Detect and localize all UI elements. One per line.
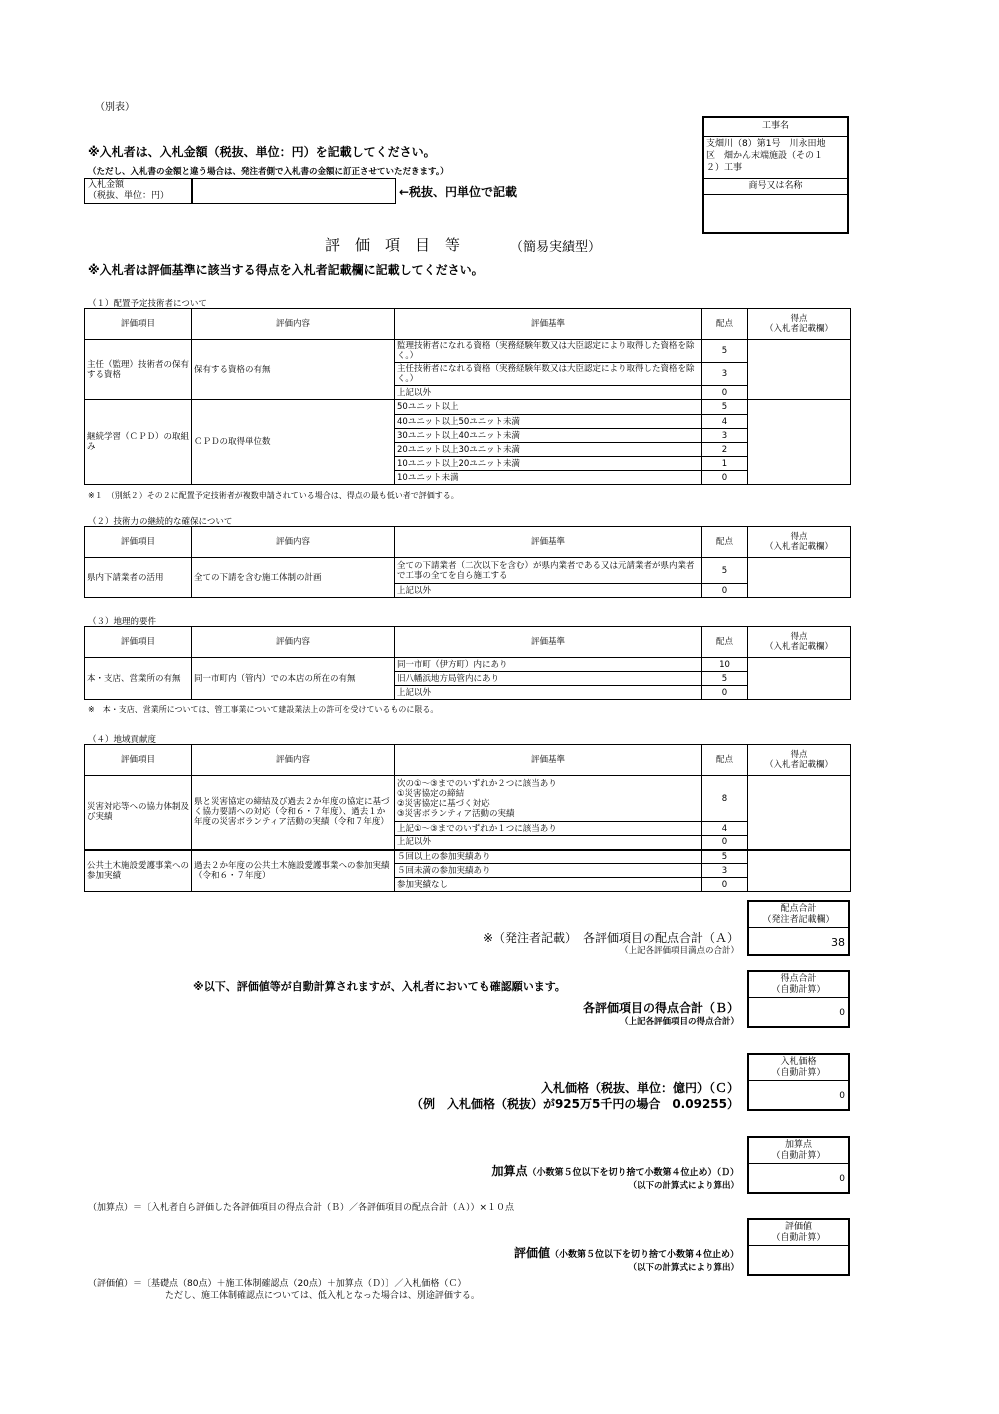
auto-calc-notice: ※以下、評価値等が自動計算されますが、入札者においても確認願います。 bbox=[193, 980, 566, 993]
s2-score-input[interactable] bbox=[748, 558, 851, 598]
bid-amount-box bbox=[84, 178, 396, 204]
section4-table bbox=[84, 744, 851, 892]
s1-criteria-row: 10ユニット未満 bbox=[395, 471, 702, 485]
s1-points: 0 bbox=[702, 386, 748, 400]
s1-criteria-row: 主任技術者になれる資格（実務経験年数又は大臣認定により取得した資格を除く。） bbox=[395, 363, 702, 386]
project-name-line1: 支畑川（8）第1号 川永田地 bbox=[706, 139, 826, 149]
s1-points: 5 bbox=[702, 340, 748, 363]
s1-content1: 保有する資格の有無 bbox=[192, 340, 395, 400]
col-points: 配点 bbox=[702, 527, 748, 558]
project-name-line3: ２）工事 bbox=[706, 163, 743, 173]
bid-price-value: 0 bbox=[839, 1091, 845, 1101]
s4-criteria-row: 上記以外 bbox=[395, 836, 702, 850]
s4-criteria-row: ５回未満の参加実績あり bbox=[395, 864, 702, 878]
project-name-line2: 区 畑かん末端施設（その１ bbox=[706, 151, 824, 161]
s1-points: 5 bbox=[702, 400, 748, 415]
col-score: 得点 （入札者記載欄） bbox=[748, 309, 851, 340]
s1-points: 1 bbox=[702, 457, 748, 471]
page-subtitle: （簡易実績型） bbox=[510, 240, 602, 255]
s1-points: 3 bbox=[702, 363, 748, 386]
s4-points: 4 bbox=[702, 822, 748, 836]
company-label: 商号又は名称 bbox=[748, 181, 803, 191]
s1-criteria-row: 30ユニット以上40ユニット未満 bbox=[395, 429, 702, 443]
total-points-value: 38 bbox=[831, 936, 845, 949]
evaluation-value-box: 評価値 （自動計算） bbox=[747, 1218, 850, 1276]
s4-item1: 災害対応等への協力体制及び実績 bbox=[85, 776, 192, 850]
s3-criteria-row: 同一市町（伊方町）内にあり bbox=[395, 658, 702, 672]
bonus-formula: （加算点）＝〔入札者自ら評価した各評価項目の得点合計（Ｂ）／各評価項目の配点合計（Ａ））×１０点 bbox=[88, 1203, 515, 1213]
s4-criteria-row: ５回以上の参加実績あり bbox=[395, 850, 702, 864]
col-item: 評価項目 bbox=[85, 627, 192, 658]
section2-table bbox=[84, 526, 851, 598]
section3-table bbox=[84, 626, 851, 700]
s1-item2: 継続学習（ＣＰＤ）の取組み bbox=[85, 400, 192, 485]
col-criteria: 評価基準 bbox=[395, 745, 702, 776]
bid-price-box: 入札価格 （自動計算） 0 bbox=[747, 1053, 850, 1111]
s3-points: 5 bbox=[702, 672, 748, 686]
page-title: 評 価 項 目 等 bbox=[325, 236, 461, 254]
s3-score-input[interactable] bbox=[748, 658, 851, 700]
col-content: 評価内容 bbox=[192, 745, 395, 776]
total-points-sub: （上記各評価項目満点の合計） bbox=[619, 946, 739, 956]
s4-item2: 公共土木施設愛護事業への参加実績 bbox=[85, 850, 192, 892]
bid-amount-label: 入札金額 bbox=[88, 180, 125, 190]
bid-notice-sub: （ただし、入札書の金額と違う場合は、発注者側で入札書の金額に訂正させていただきます。） bbox=[88, 167, 449, 177]
s4-criteria-row: 参加実績なし bbox=[395, 878, 702, 892]
evaluation-sub: （以下の計算式により算出） bbox=[628, 1263, 739, 1273]
project-name-label: 工事名 bbox=[761, 121, 789, 131]
s4-points: 0 bbox=[702, 836, 748, 850]
col-points: 配点 bbox=[702, 745, 748, 776]
s1-points: 0 bbox=[702, 471, 748, 485]
col-content: 評価内容 bbox=[192, 527, 395, 558]
score-total-sub: （上記各評価項目の得点合計） bbox=[619, 1017, 739, 1027]
section3-note: ※ 本・支店、営業所については、管工事業について建設業法上の許可を受けているものに限る。 bbox=[88, 705, 439, 714]
section1-note: ※１ （別紙２）その２に配置予定技術者が複数申請されている場合は、得点の最も低い者で評価する。 bbox=[88, 491, 459, 500]
section1-heading: （１）配置予定技術者について bbox=[88, 299, 207, 309]
s1-criteria-row: 監理技術者になれる資格（実務経験年数又は大臣認定により取得した資格を除く。） bbox=[395, 340, 702, 363]
total-points-box: 配点合計 （発注者記載欄） 38 bbox=[747, 900, 850, 956]
s4-content1: 県と災害協定の締結及び過去２か年度の協定に基づく協力要請への対応（令和６・７年度）、過去１か年度の災害ボランティア活動の実績（令和７年度） bbox=[192, 776, 395, 850]
section3-heading: （３）地理的要件 bbox=[88, 617, 157, 627]
title-instruction: ※入札者は評価基準に該当する得点を入札者記載欄に記載してください。 bbox=[88, 263, 484, 277]
s3-points: 0 bbox=[702, 686, 748, 700]
col-score: 得点 （入札者記載欄） bbox=[748, 627, 851, 658]
col-item: 評価項目 bbox=[85, 527, 192, 558]
s1-criteria-row: 上記以外 bbox=[395, 386, 702, 400]
s1-content2: ＣＰＤの取得単位数 bbox=[192, 400, 395, 485]
s4-points: 0 bbox=[702, 878, 748, 892]
s2-criteria-row: 全ての下請業者（二次以下を含む）が県内業者である又は元請業者が県内業者で工事の全てを自ら施工する bbox=[395, 558, 702, 584]
project-box bbox=[702, 116, 849, 234]
section1-table bbox=[84, 308, 851, 485]
s1-points: 3 bbox=[702, 429, 748, 443]
s3-content: 同一市町内（管内）での本店の所在の有無 bbox=[192, 658, 395, 700]
col-points: 配点 bbox=[702, 309, 748, 340]
evaluation-formula-note: ただし、施工体制確認点については、低入札となった場合は、別途評価する。 bbox=[165, 1291, 480, 1301]
bid-price-label: 入札価格（税抜、単位：億円）（Ｃ） bbox=[540, 1081, 739, 1095]
evaluation-label: 評価値（小数第５位以下を切り捨て小数第４位止め） bbox=[513, 1246, 739, 1260]
betsuhyo-label: （別表） bbox=[95, 102, 135, 113]
bid-amount-note: ←税抜、円単位で記載 bbox=[399, 185, 518, 199]
col-points: 配点 bbox=[702, 627, 748, 658]
s2-points: 5 bbox=[702, 558, 748, 584]
s1-criteria-row: 40ユニット以上50ユニット未満 bbox=[395, 415, 702, 429]
s4-points: 8 bbox=[702, 776, 748, 822]
bid-amount-label-2: （税抜、単位：円） bbox=[88, 191, 170, 201]
s1-criteria-row: 20ユニット以上30ユニット未満 bbox=[395, 443, 702, 457]
score-total-box: 得点合計 （自動計算） 0 bbox=[747, 970, 850, 1028]
s3-criteria-row: 上記以外 bbox=[395, 686, 702, 700]
s1-criteria-row: 10ユニット以上20ユニット未満 bbox=[395, 457, 702, 471]
s1-score-input-1[interactable] bbox=[748, 340, 851, 400]
evaluation-formula: （評価値）＝〔基礎点（80点）＋施工体制確認点（20点）＋加算点（Ｄ）〕／入札価格（Ｃ） bbox=[88, 1279, 467, 1289]
s2-item: 県内下請業者の活用 bbox=[85, 558, 192, 598]
total-points-label: ※（発注者記載） 各評価項目の配点合計（Ａ） bbox=[482, 931, 739, 945]
bid-amount-input[interactable] bbox=[191, 178, 397, 204]
col-content: 評価内容 bbox=[192, 627, 395, 658]
col-content: 評価内容 bbox=[192, 309, 395, 340]
col-criteria: 評価基準 bbox=[395, 309, 702, 340]
score-total-value: 0 bbox=[839, 1008, 845, 1018]
s1-score-input-2[interactable] bbox=[748, 400, 851, 485]
s2-points: 0 bbox=[702, 584, 748, 598]
col-score: 得点 （入札者記載欄） bbox=[748, 745, 851, 776]
score-total-label: 各評価項目の得点合計（Ｂ） bbox=[582, 1001, 739, 1015]
col-criteria: 評価基準 bbox=[395, 527, 702, 558]
s3-item: 本・支店、営業所の有無 bbox=[85, 658, 192, 700]
s1-item1: 主任（監理）技術者の保有する資格 bbox=[85, 340, 192, 400]
bonus-points-value: 0 bbox=[839, 1174, 845, 1184]
bonus-points-sub: （以下の計算式により算出） bbox=[628, 1181, 739, 1191]
bonus-points-box: 加算点 （自動計算） 0 bbox=[747, 1136, 850, 1194]
s4-score-input-2[interactable] bbox=[748, 850, 851, 892]
col-item: 評価項目 bbox=[85, 309, 192, 340]
s2-criteria-row: 上記以外 bbox=[395, 584, 702, 598]
col-item: 評価項目 bbox=[85, 745, 192, 776]
s1-criteria-row: 50ユニット以上 bbox=[395, 400, 702, 415]
company-input[interactable] bbox=[704, 194, 847, 233]
section4-heading: （４）地域貢献度 bbox=[88, 735, 157, 745]
s4-criteria-multi: 次の①～③までのいずれか２つに該当あり ①災害協定の締結 ②災害協定に基づく対応 ③災害ボランティア活動の実績 bbox=[395, 776, 702, 822]
s4-criteria-row: 上記①～③までのいずれか１つに該当あり bbox=[395, 822, 702, 836]
s4-points: 3 bbox=[702, 864, 748, 878]
s2-content: 全ての下請を含む施工体制の計画 bbox=[192, 558, 395, 598]
s1-points: 4 bbox=[702, 415, 748, 429]
s1-points: 2 bbox=[702, 443, 748, 457]
section2-heading: （２）技術力の継続的な確保について bbox=[88, 517, 233, 527]
s4-points: 5 bbox=[702, 850, 748, 864]
bid-price-example: （例 入札価格（税抜）が925万5千円の場合 0.09255） bbox=[410, 1097, 739, 1111]
bonus-points-label: 加算点（小数第５位以下を切り捨て小数第４位止め）（Ｄ） bbox=[491, 1164, 739, 1178]
s3-criteria-row: 旧八幡浜地方局管内にあり bbox=[395, 672, 702, 686]
s3-points: 10 bbox=[702, 658, 748, 672]
s4-content2: 過去２か年度の公共土木施設愛護事業への参加実績（令和６・７年度） bbox=[192, 850, 395, 892]
col-score: 得点 （入札者記載欄） bbox=[748, 527, 851, 558]
s4-score-input-1[interactable] bbox=[748, 776, 851, 850]
col-criteria: 評価基準 bbox=[395, 627, 702, 658]
bid-notice: ※入札者は、入札金額（税抜、単位：円）を記載してください。 bbox=[88, 145, 436, 159]
